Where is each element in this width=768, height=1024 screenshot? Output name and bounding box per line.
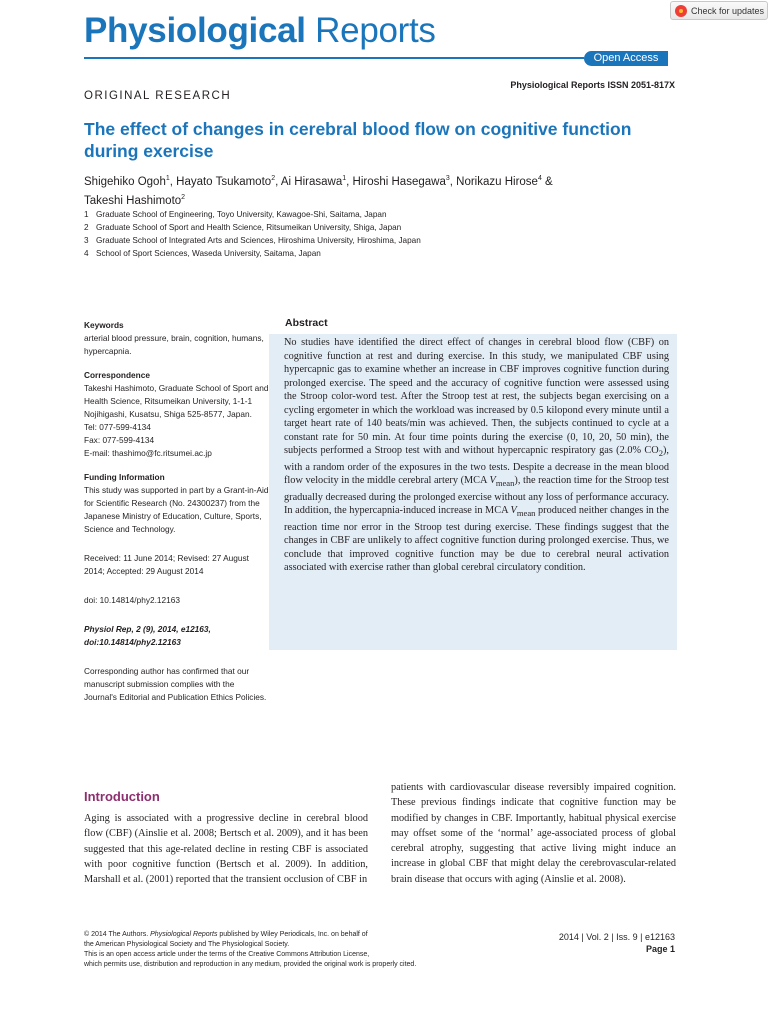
abstract-body <box>269 334 677 650</box>
correspondence-fax: Fax: 077-599-4134 <box>84 435 155 445</box>
copyright-prefix: © 2014 The Authors. <box>84 931 151 938</box>
introduction-text-right: patients with cardiovascular disease reversibly impaired cognition. These previous findings indicate that cognitive function may be modified by changes in CBF. Importantly, habitual physical exercise may offset some of the ‘normal’ age-associated process of global cerebral atrophy, suggesting that active living might induce an increase in global CBF that might delay the cerebrovascular-related brain disease that occurs with aging (Ainslie et al. 2008). <box>391 782 676 885</box>
dates-block <box>84 552 269 578</box>
introduction-heading: Introduction <box>84 789 160 804</box>
author-name: Norikazu Hirose <box>456 175 538 188</box>
check-for-updates-label: Check for updates <box>691 5 765 16</box>
funding-block <box>84 471 269 536</box>
correspondence-heading: Correspondence <box>84 370 150 380</box>
abstract-heading: Abstract <box>285 317 328 329</box>
license-footer <box>84 930 514 970</box>
affiliation-number: 1 <box>84 210 89 219</box>
author-separator: & <box>541 175 553 188</box>
license-line-1: This is an open access article under the terms of the Creative Commons Attribution License, <box>84 951 370 958</box>
correspondence-address: Takeshi Hashimoto, Graduate School of Sport and Health Science, Ritsumeikan University, 1-1-1 Nojihigashi, Kusatsu, Shiga 525-8577, Japan. <box>84 383 269 419</box>
citation-doi[interactable]: doi:10.14814/phy2.12163 <box>84 637 181 647</box>
affiliation-text: Graduate School of Integrated Arts and Sciences, Hiroshima University, Hiroshima, Japan <box>96 236 421 245</box>
mean-subscript: mean <box>495 478 515 489</box>
affiliation-text: Graduate School of Sport and Health Science, Ritsumeikan University, Shiga, Japan <box>96 223 402 232</box>
journal-issn: Physiological Reports ISSN 2051-817X <box>510 80 675 90</box>
journal-title <box>84 6 436 56</box>
correspondence-email[interactable]: E-mail: thashimo@fc.ritsumei.ac.jp <box>84 448 212 458</box>
journal-name-light: Reports <box>315 11 436 50</box>
section-label: ORIGINAL RESEARCH <box>84 90 232 102</box>
abstract-text: produced neither changes in the reaction time nor error in the Stroop test during exercise. These findings suggest that the changes in CBF are unlikely to affect cognitive function during prolonged exercise. Thus, we conclude that improved cognitive function may be due to cerebral neural activation associated with exercise rather than global cerebral circulatory condition. <box>284 505 669 574</box>
author-list <box>84 171 684 209</box>
author-separator: , <box>275 175 281 188</box>
affiliation-item <box>84 221 684 234</box>
license-line-2: which permits use, distribution and reproduction in any medium, provided the original work is properly cited. <box>84 961 417 968</box>
mean-subscript: mean <box>516 508 536 519</box>
affiliation-number: 3 <box>84 236 89 245</box>
copyright-suffix: published by Wiley Periodicals, Inc. on behalf of <box>217 931 368 938</box>
copyright-line <box>84 930 514 940</box>
open-access-badge: Open Access <box>584 51 668 66</box>
author-affiliation-mark: 3 <box>445 175 450 182</box>
affiliation-text: Graduate School of Engineering, Toyo University, Kawagoe-Shi, Saitama, Japan <box>96 210 387 219</box>
author-name: Takeshi Hashimoto <box>84 194 182 207</box>
author-affiliation-mark: 1 <box>342 175 347 182</box>
author-separator: , <box>449 175 457 188</box>
compliance-block <box>84 665 269 704</box>
funding-heading: Funding Information <box>84 472 165 482</box>
article-info-sidebar <box>84 319 269 715</box>
doi-block <box>84 594 269 607</box>
affiliation-number: 2 <box>84 223 89 232</box>
author-affiliation-mark: 4 <box>537 175 542 182</box>
abstract-text: ), with a random order of the exposures in the two tests. Despite a decrease in the mean blood flow velocity in the middle cerebral artery (MCA <box>284 445 669 487</box>
affiliation-item <box>84 247 684 260</box>
keywords-text: arterial blood pressure, brain, cognition, humans, hypercapnia. <box>84 333 264 356</box>
history-dates: Received: 11 June 2014; Revised: 27 August 2014; Accepted: 29 August 2014 <box>84 553 249 576</box>
keywords-heading: Keywords <box>84 320 124 330</box>
correspondence-tel: Tel: 077-599-4134 <box>84 422 151 432</box>
citation-line: Physiol Rep, 2 (9), 2014, e12163, <box>84 624 211 634</box>
header-rule <box>84 57 584 59</box>
correspondence-block <box>84 369 269 460</box>
author-name: Ai Hirasawa <box>280 175 343 188</box>
author-affiliation-mark: 2 <box>181 193 186 201</box>
page-number: Page 1 <box>645 944 675 954</box>
co2-subscript: 2 <box>658 448 663 459</box>
author-name: Shigehiko Ogoh <box>84 175 166 188</box>
volume-info: 2014 | Vol. 2 | Iss. 9 | e12163 <box>558 932 675 942</box>
keywords-block <box>84 319 269 358</box>
author-affiliation-mark: 2 <box>271 175 276 182</box>
author-affiliation-mark: 1 <box>165 175 170 182</box>
affiliation-item <box>84 234 684 247</box>
page-info <box>559 931 675 955</box>
author-separator: , <box>346 175 353 188</box>
copyright-line-2: the American Physiological Society and The Physiological Society. <box>84 941 290 948</box>
citation-block <box>84 623 269 649</box>
doi-link[interactable]: doi: 10.14814/phy2.12163 <box>84 595 180 605</box>
compliance-text: Corresponding author has confirmed that our manuscript submission complies with the Journal's Editorial and Publication Ethics Policies. <box>84 666 267 702</box>
journal-name-bold: Physiological <box>84 11 306 50</box>
abstract-text: No studies have identified the direct effect of changes in cerebral blood flow (CBF) on cognitive function at rest and during exercise. In this study, we manipulated CBF using hypercapnic gas to examine whether an increase in CBF improves cognitive function during prolonged exercise. The speed and the accuracy of cognitive function were assessed using the Stroop color-word test. After the Stroop test at rest, the subjects began exercising on a cycling ergometer in which the workload was increased by 0.5 kilopond every minute until a target heart rate of 140 beats/min was achieved. Then, the subjects continued to cycle at a constant rate for 50 min. At four time points during the exercise (0, 10, 20, 50 min), the subjects performed a Stroop test with and without hypercapnic respiratory gas (2.0% CO <box>284 337 669 456</box>
v-symbol: V <box>489 475 496 487</box>
affiliation-list <box>84 208 684 260</box>
introduction-text-left: Aging is associated with a progressive decline in cerebral blood flow (CBF) (Ainslie et al. 2008; Bertsch et al. 2009), and it has been suggested that this age-related decline in resting CBF is associated with poor cognitive function (Bertsch et al. 2009). In addition, Marshall et al. (2001) reported that the transient occlusion of CBF in <box>84 813 368 886</box>
copyright-journal: Physiological Reports <box>150 931 218 938</box>
author-name: Hayato Tsukamoto <box>176 175 272 188</box>
article-title: The effect of changes in cerebral blood flow on cognitive function during exercise <box>84 119 632 161</box>
crossmark-icon <box>675 5 687 17</box>
check-for-updates-button[interactable] <box>670 1 768 20</box>
affiliation-text: School of Sport Sciences, Waseda University, Saitama, Japan <box>96 249 321 258</box>
affiliation-number: 4 <box>84 249 89 258</box>
affiliation-item <box>84 208 684 221</box>
author-separator: , <box>169 175 177 188</box>
abstract-text: ), the reaction time for the Stroop test gradually decreased during the prolonged exercise without any loss of performance accuracy. In addition, the hypercapnia-induced increase in MCA <box>284 475 669 517</box>
v-symbol: V <box>510 505 517 517</box>
author-name: Hiroshi Hasegawa <box>352 175 446 188</box>
funding-text: This study was supported in part by a Grant-in-Aid for Scientific Research (No. 24300237) from the Japanese Ministry of Education, Culture, Sports, Science and Technology. <box>84 485 269 534</box>
